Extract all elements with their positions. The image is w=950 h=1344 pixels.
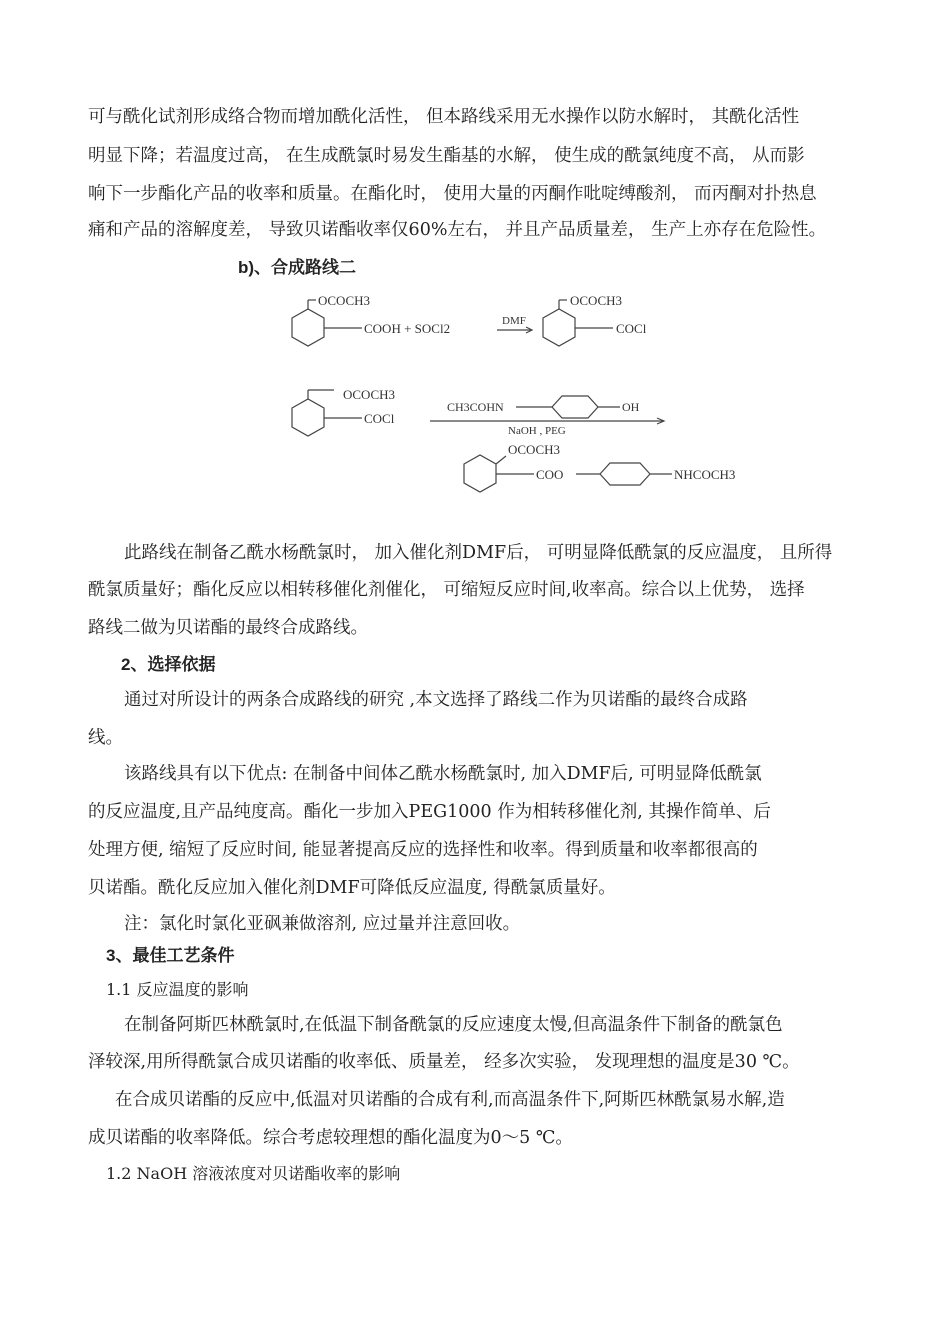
subsection-1-1-heading: 1.1 反应温度的影响 <box>106 980 249 999</box>
reagent-paracetamol-left: CH3COHN <box>447 400 504 414</box>
text-line: 路线二做为贝诺酯的最终合成路线。 <box>88 618 368 638</box>
substituent-cocl: COCl <box>364 411 395 426</box>
benzene-ring-paracetamol <box>516 396 620 418</box>
text-line: 的反应温度,且产品纯度高。酯化一步加入PEG1000 作为相转移催化剂, 其操作简单、后 <box>88 802 771 822</box>
text-line: 线。 <box>88 728 123 748</box>
text-line: 酰氯质量好；酯化反应以相转移催化剂催化， 可缩短反应时间,收率高。综合以上优势， 选择 <box>88 580 805 600</box>
text-line: 处理方便, 缩短了反应时间, 能显著提高反应的选择性和收率。得到质量和收率都很高的 <box>88 840 758 860</box>
substituent-ococh3: OCOCH3 <box>570 293 623 308</box>
text-line: 此路线在制备乙酰水杨酰氯时， 加入催化剂DMF后， 可明显降低酰氯的反应温度， 且所得 <box>124 543 833 563</box>
text-line: 泽较深,用所得酰氯合成贝诺酯的收率低、质量差， 经多次实验， 发现理想的温度是30 ℃。 <box>88 1052 800 1072</box>
text-line: 在制备阿斯匹林酰氯时,在低温下制备酰氯的反应速度太慢,但高温条件下制备的酰氯色 <box>124 1015 783 1035</box>
reagent-dmf: DMF <box>502 315 526 327</box>
substituent-cooh-socl2: COOH + SOCl2 <box>364 321 451 336</box>
ester-linkage-coo: COO <box>536 467 564 482</box>
text-line: 痛和产品的溶解度差， 导致贝诺酯收率仅60%左右， 并且产品质量差， 生产上亦存在危险性。 <box>88 220 827 240</box>
section3-heading: 3、最佳工艺条件 <box>106 946 235 965</box>
subsection-1-2-heading: 1.2 NaOH 溶液浓度对贝诺酯收率的影响 <box>106 1164 401 1183</box>
text-line: 响下一步酯化产品的收率和质量。在酯化时， 使用大量的丙酮作吡啶缚酸剂， 而丙酮对扑热息 <box>88 184 817 204</box>
text-line: 明显下降；若温度过高， 在生成酰氯时易发生酯基的水解， 使生成的酰氯纯度不高， 从而影 <box>88 146 805 166</box>
conditions-naoh-peg: NaOH , PEG <box>508 425 566 437</box>
text-line: 通过对所设计的两条合成路线的研究 ,本文选择了路线二作为贝诺酯的最终合成路 <box>124 690 748 710</box>
text-line: 贝诺酯。酰化反应加入催化剂DMF可降低反应温度, 得酰氯质量好。 <box>88 878 616 898</box>
text-line: 可与酰化试剂形成络合物而增加酰化活性， 但本路线采用无水操作以防水解时， 其酰化活性 <box>88 107 800 127</box>
reagent-paracetamol-oh: OH <box>622 400 640 414</box>
text-line: 在合成贝诺酯的反应中,低温对贝诺酯的合成有利,而高温条件下,阿斯匹林酰氯易水解,造 <box>115 1090 785 1110</box>
benzene-ring-product-2 <box>464 455 672 492</box>
substituent-ococh3: OCOCH3 <box>343 387 396 402</box>
substituent-ococh3: OCOCH3 <box>318 293 371 308</box>
substituent-cocl: COCl <box>616 321 647 336</box>
route2-heading: b)、合成路线二 <box>238 258 357 277</box>
substituent-nhcoch3: NHCOCH3 <box>674 467 736 482</box>
text-line: 该路线具有以下优点: 在制备中间体乙酰水杨酰氯时, 加入DMF后, 可明显降低酰氯 <box>124 764 762 784</box>
substituent-ococh3: OCOCH3 <box>508 442 561 457</box>
reaction-arrow-2 <box>430 418 664 424</box>
note-text: 注：氯化时氯化亚砜兼做溶剂, 应过量并注意回收。 <box>124 914 521 934</box>
text-line: 成贝诺酯的收率降低。综合考虑较理想的酯化温度为0～5 ℃。 <box>88 1128 573 1148</box>
section2-heading: 2、选择依据 <box>121 655 216 674</box>
reaction-scheme <box>0 286 950 526</box>
reaction-arrow-1 <box>497 327 532 333</box>
